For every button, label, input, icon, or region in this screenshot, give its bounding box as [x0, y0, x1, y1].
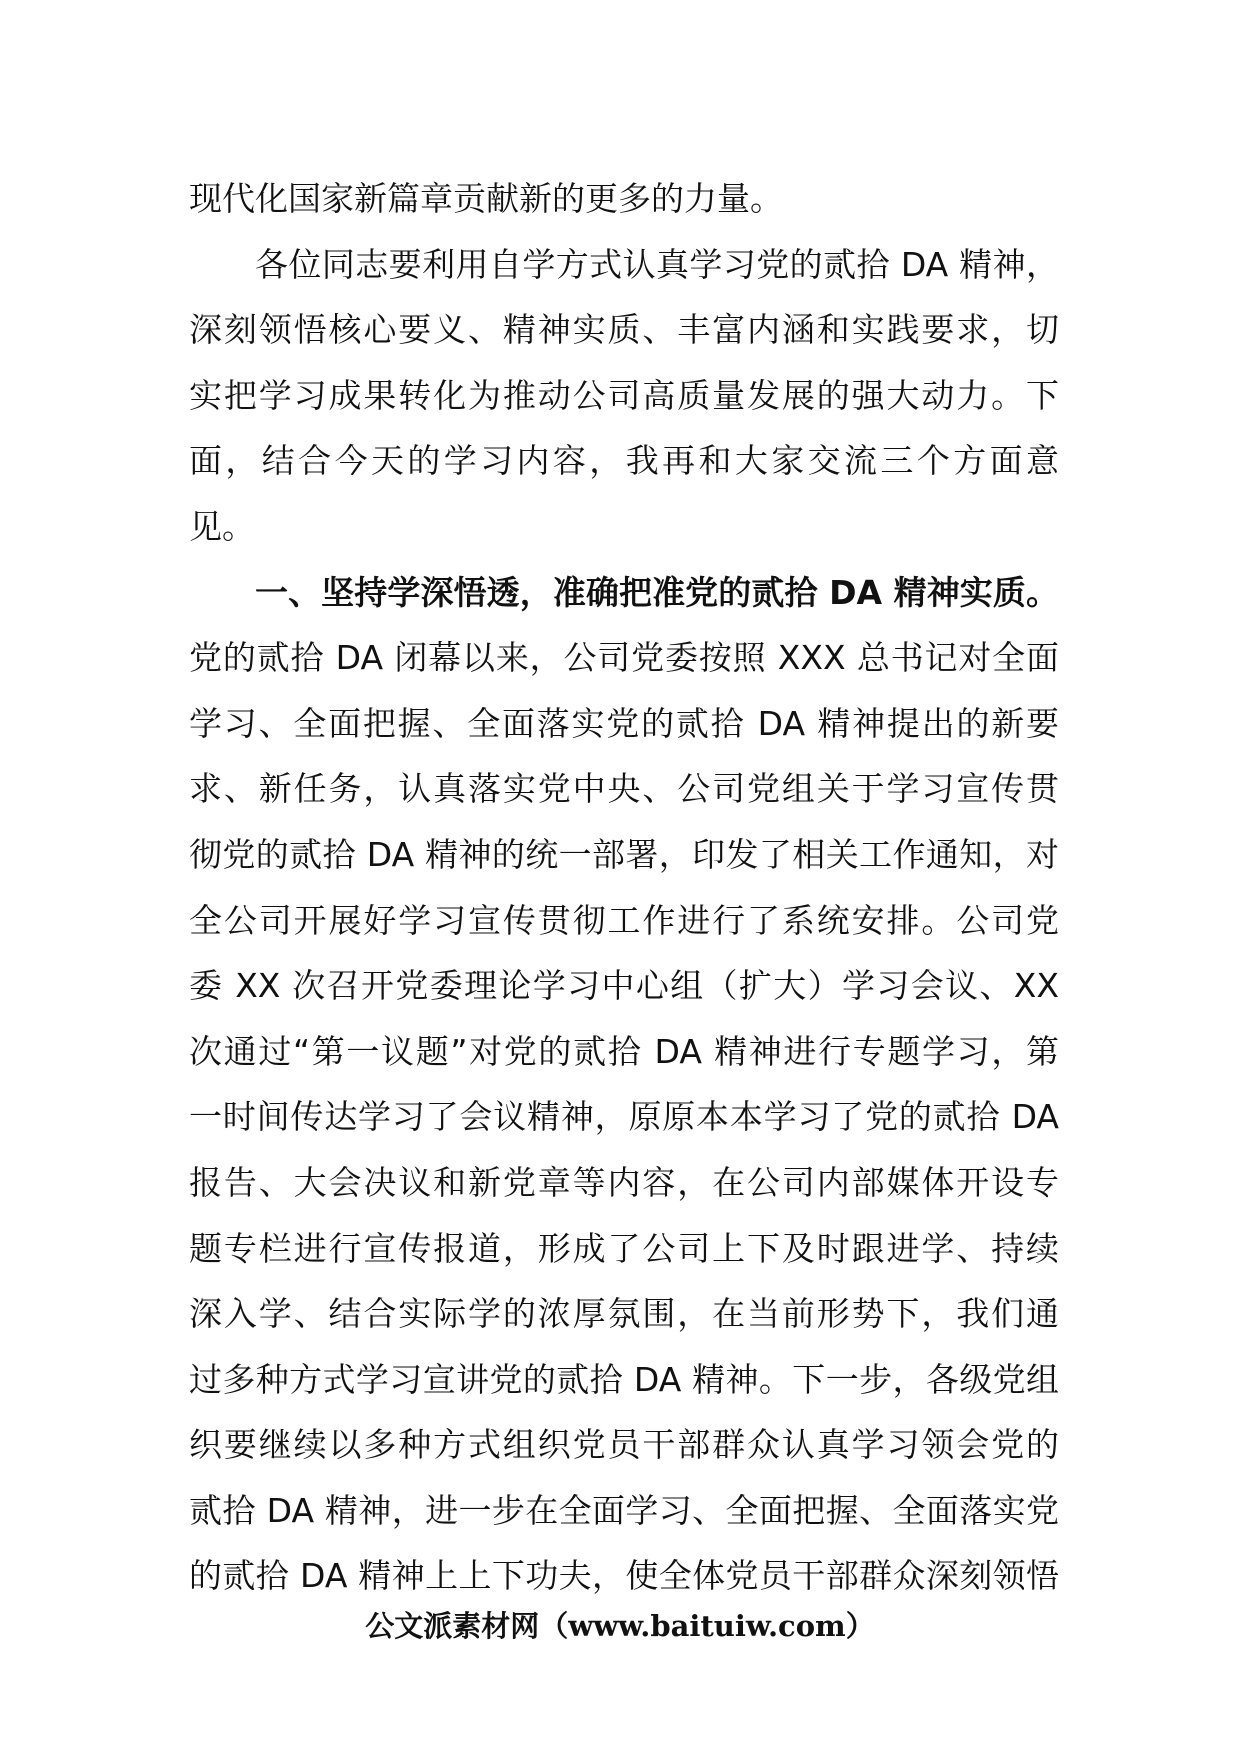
text-line: 过多种方式学习宣讲党的贰拾 DA 精神。下一步，各级党组: [189, 1359, 1059, 1399]
text-line: 深入学、结合实际学的浓厚氛围，在当前形势下，我们通: [189, 1294, 1059, 1334]
text-line: 次通过“第一议题”对党的贰拾 DA 精神进行专题学习，第: [189, 1031, 1059, 1071]
body-text: [189, 166, 1059, 1609]
text-line: 题专栏进行宣传报道，形成了公司上下及时跟进学、持续: [189, 1228, 1059, 1268]
text-line: 彻党的贰拾 DA 精神的统一部署，印发了相关工作通知，对: [189, 834, 1059, 874]
text-line: 面，结合今天的学习内容，我再和大家交流三个方面意: [189, 441, 1059, 481]
text-line: 现代化国家新篇章贡献新的更多的力量。: [189, 179, 783, 218]
text-line: 一时间传达学习了会议精神，原原本本学习了党的贰拾 DA: [189, 1097, 1059, 1137]
section-heading: 一、坚持学深悟透，准确把准党的贰拾 DA 精神实质。: [255, 572, 1059, 612]
text-line: 深刻领悟核心要义、精神实质、丰富内涵和实践要求，切: [189, 310, 1059, 350]
text-line: 求、新任务，认真落实党中央、公司党组关于学习宣传贯: [189, 769, 1059, 809]
text-line: 报告、大会决议和新党章等内容，在公司内部媒体开设专: [189, 1162, 1059, 1202]
text-line: 党的贰拾 DA 闭幕以来，公司党委按照 XXX 总书记对全面: [189, 638, 1059, 678]
footer-watermark: 公文派素材网（www.baituiw.com）: [365, 1609, 875, 1643]
text-line: 委 XX 次召开党委理论学习中心组（扩大）学习会议、XX: [189, 966, 1059, 1006]
text-line: 的贰拾 DA 精神上上下功夫，使全体党员干部群众深刻领悟: [189, 1556, 1059, 1596]
text-line: 见。: [189, 506, 255, 546]
paragraph-first-line: 各位同志要利用自学方式认真学习党的贰拾 DA 精神，: [255, 244, 1059, 284]
text-line: 织要继续以多种方式组织党员干部群众认真学习领会党的: [189, 1425, 1059, 1465]
text-line: 贰拾 DA 精神，进一步在全面学习、全面把握、全面落实党: [189, 1490, 1059, 1530]
text-line: 学习、全面把握、全面落实党的贰拾 DA 精神提出的新要: [189, 703, 1059, 743]
text-line: 实把学习成果转化为推动公司高质量发展的强大动力。下: [189, 375, 1059, 415]
text-line: 全公司开展好学习宣传贯彻工作进行了系统安排。公司党: [189, 900, 1059, 940]
